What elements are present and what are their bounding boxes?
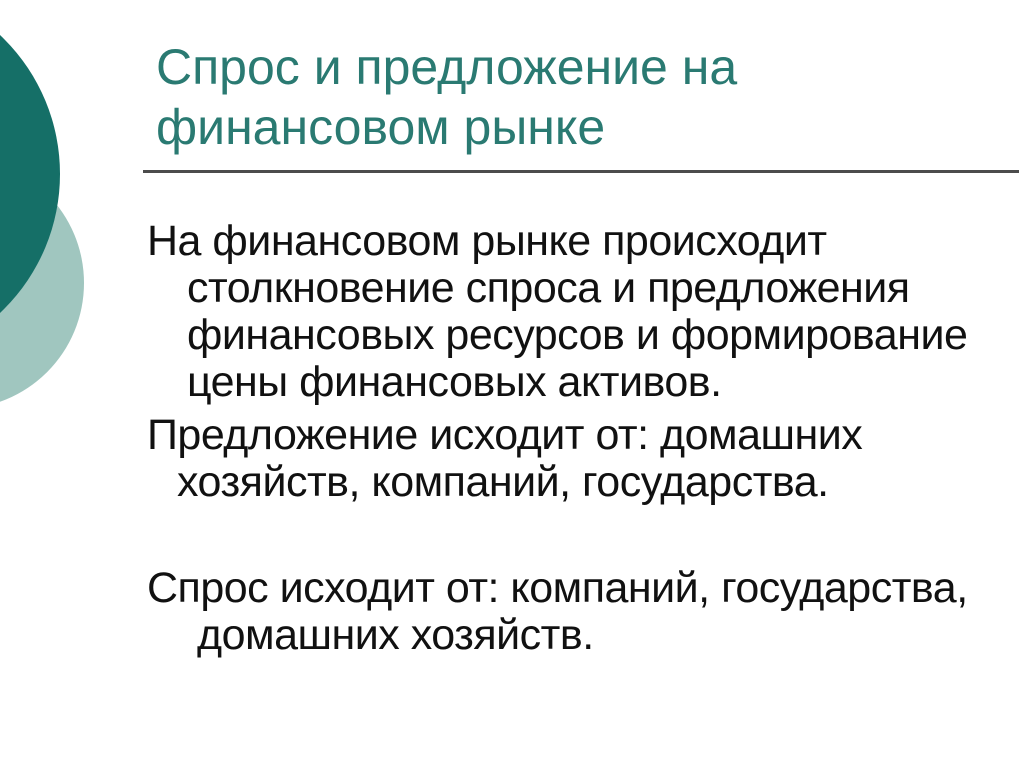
paragraph-demand-sources	[147, 565, 968, 659]
slide-title-line-2: финансовом рынке	[156, 99, 606, 155]
body-line: Спрос исходит от: компаний, государства,	[147, 564, 968, 612]
body-line: цены финансовых активов.	[187, 358, 722, 406]
body-line: финансовых ресурсов и формирование	[187, 311, 968, 359]
body-line: Предложение исходит от: домашних	[147, 411, 863, 459]
paragraph-supply-sources	[147, 412, 862, 506]
body-line: домашних хозяйств.	[197, 611, 594, 659]
body-line: На финансовом рынке происходит	[147, 217, 827, 265]
slide-title-line-1: Спрос и предложение на	[156, 39, 738, 95]
body-line: столкновение спроса и предложения	[187, 264, 910, 312]
body-line: хозяйств, компаний, государства.	[177, 458, 829, 506]
title-divider-rule	[143, 170, 1019, 173]
slide-title	[156, 37, 737, 157]
paragraph-market-collision	[147, 218, 967, 406]
